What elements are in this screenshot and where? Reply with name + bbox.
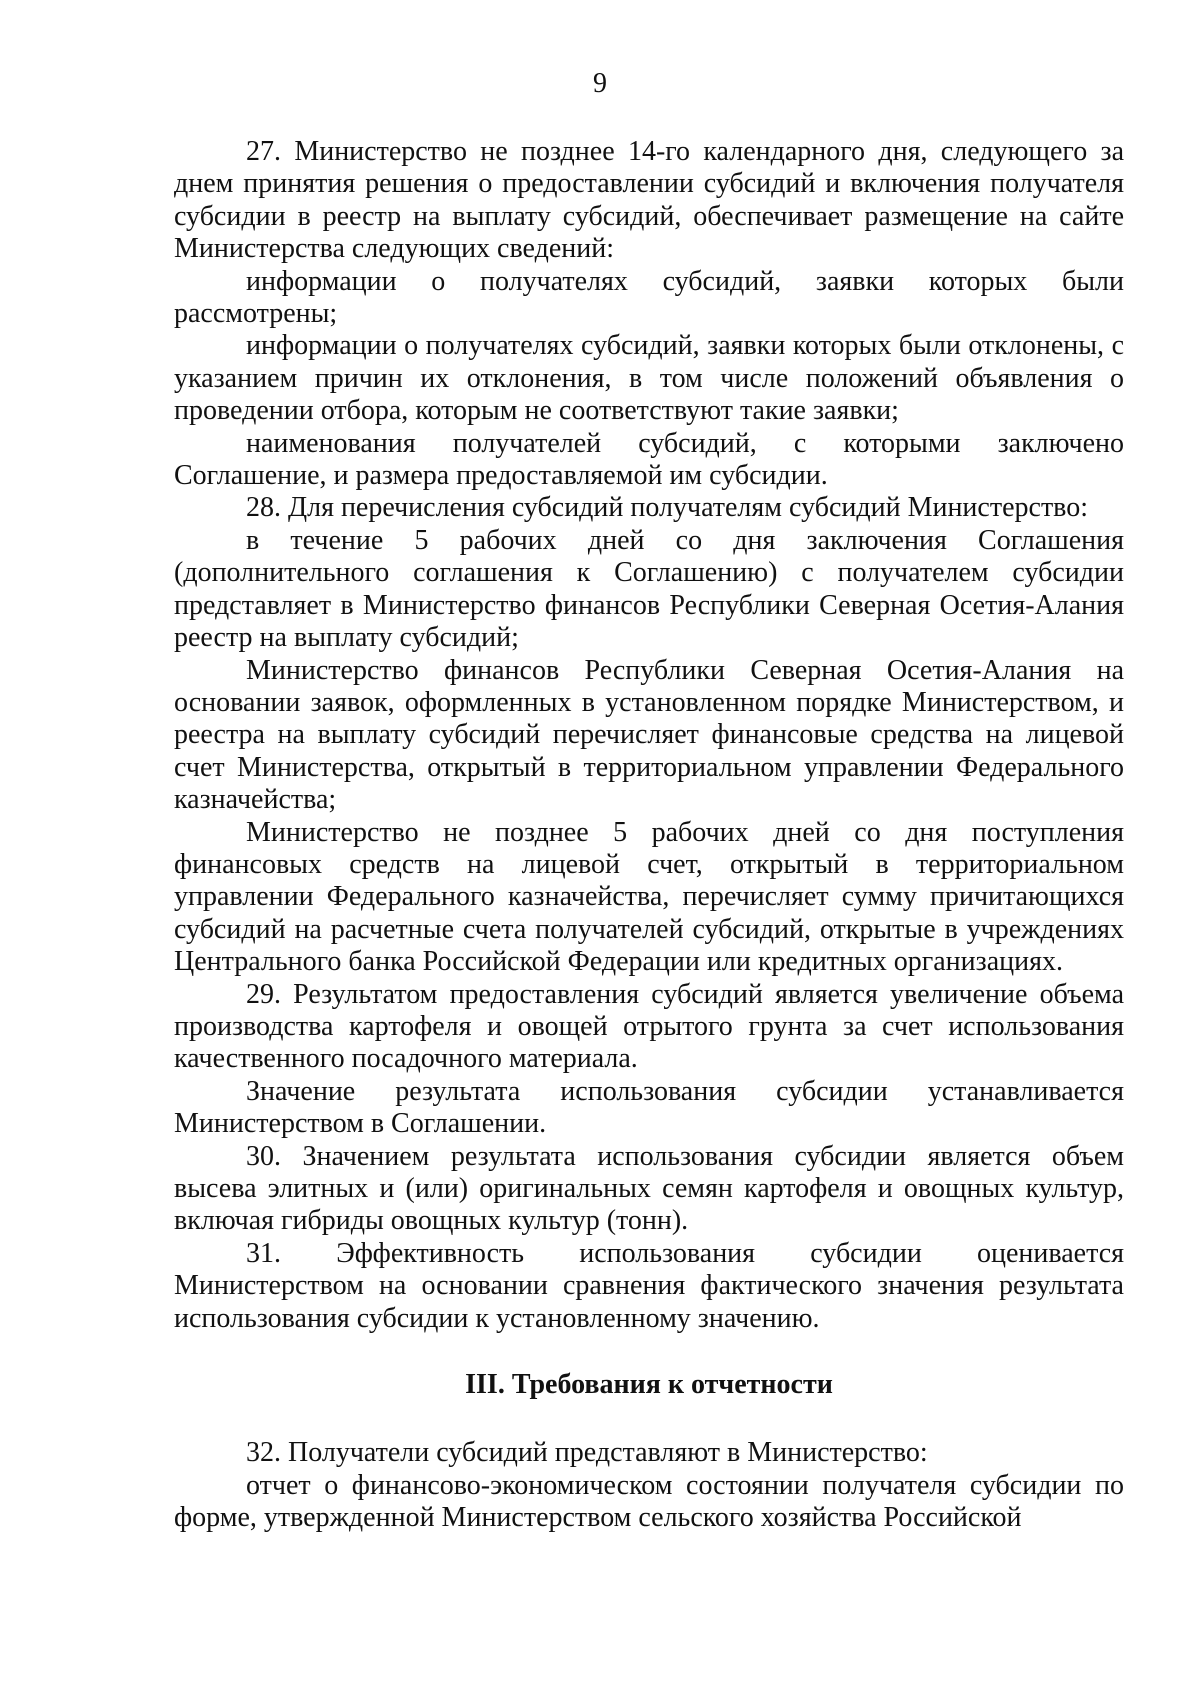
paragraph-29: 29. Результатом предоставления субсидий является увеличение объема производства картофеля и овощей отрытого грунта за счет использования качественного посадочного материала.: [174, 978, 1124, 1075]
document-body: [174, 136, 1124, 1535]
paragraph-28-item-2: Министерство финансов Республики Северная Осетия-Алания на основании заявок, оформленных в установленном порядке Министерством, и реестра на выплату субсидий перечисляет финансовые средства на лицевой счет Министерства, открытый в территориальном управлении Федерального казначейства;: [174, 654, 1124, 816]
section-heading: III. Требования к отчетности: [465, 1369, 833, 1401]
page-number: 9: [593, 68, 607, 99]
paragraph-30: 30. Значением результата использования субсидии является объем высева элитных и (или) оригинальных семян картофеля и овощных культур, включая гибриды овощных культур (тонн).: [174, 1140, 1124, 1237]
paragraph-27-item-3: наименования получателей субсидий, с которыми заключено Соглашение, и размера предоставляемой им субсидии.: [174, 427, 1124, 492]
paragraph-27-item-1: информации о получателях субсидий, заявки которых были рассмотрены;: [174, 265, 1124, 330]
paragraph-28-item-1: в течение 5 рабочих дней со дня заключения Соглашения (дополнительного соглашения к Соглашению) с получателем субсидии представляет в Министерство финансов Республики Северная Осетия-Алания реестр на выплату субсидий;: [174, 524, 1124, 654]
paragraph-28-item-3: Министерство не позднее 5 рабочих дней со дня поступления финансовых средств на лицевой счет, открытый в территориальном управлении Федерального казначейства, перечисляет сумму причитающихся субсидий на расчетные счета получателей субсидий, открытые в учреждениях Центрального банка Российской Федерации или кредитных организациях.: [174, 816, 1124, 978]
paragraph-27: 27. Министерство не позднее 14-го календарного дня, следующего за днем принятия решения о предоставлении субсидий и включения получателя субсидии в реестр на выплату субсидий, обеспечивает размещение на сайте Министерства следующих сведений:: [174, 136, 1124, 265]
paragraph-27-item-2: информации о получателях субсидий, заявки которых были отклонены, с указанием причин их отклонения, в том числе положений объявления о проведении отбора, которым не соответствуют такие заявки;: [174, 330, 1124, 427]
paragraph-32-item-1: отчет о финансово-экономическом состоянии получателя субсидии по форме, утвержденной Министерством сельского хозяйства Российской: [174, 1469, 1124, 1534]
paragraph-32: 32. Получатели субсидий представляют в Министерство:: [246, 1437, 928, 1469]
paragraph-29-value: Значение результата использования субсидии устанавливается Министерством в Соглашении.: [174, 1075, 1124, 1140]
paragraph-31: 31. Эффективность использования субсидии оценивается Министерством на основании сравнения фактического значения результата использования субсидии к установленному значению.: [174, 1237, 1124, 1334]
paragraph-28: 28. Для перечисления субсидий получателям субсидий Министерство:: [246, 492, 1088, 524]
